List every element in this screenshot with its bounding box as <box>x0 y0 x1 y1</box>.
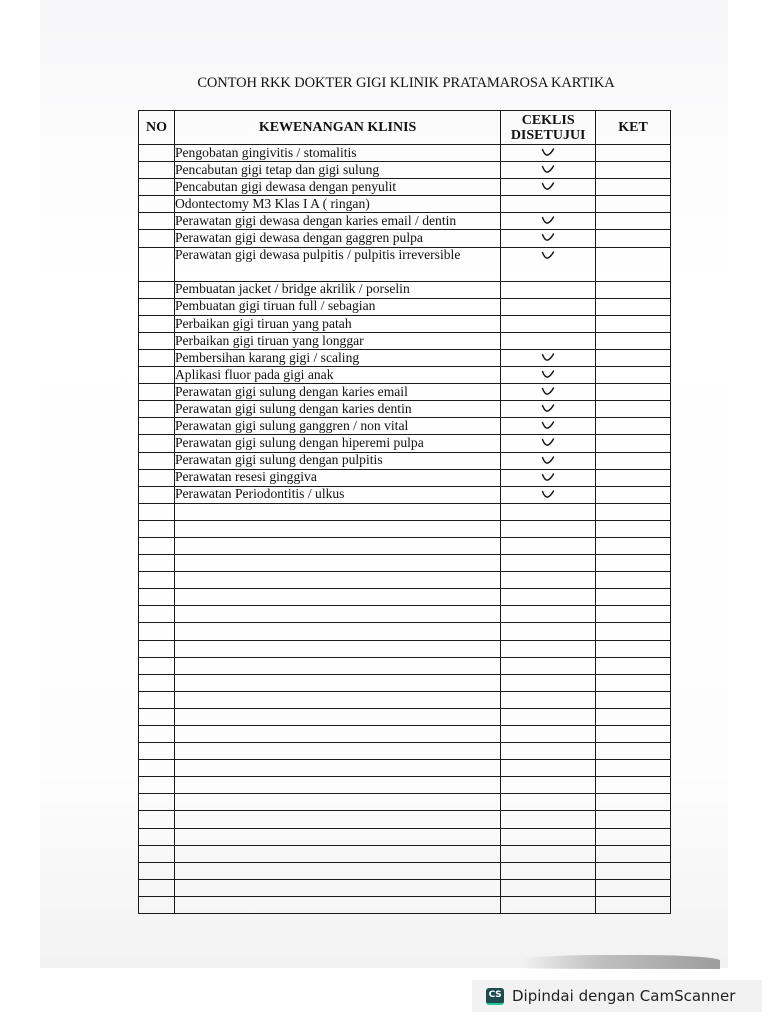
table-row <box>139 196 671 213</box>
cell-ket <box>596 743 671 760</box>
cell-ceklis <box>501 606 596 623</box>
checkmark-icon <box>541 472 555 482</box>
table-row <box>139 452 671 469</box>
checkmark-icon <box>541 455 555 465</box>
cell-ket <box>596 145 671 162</box>
cell-ceklis <box>501 486 596 503</box>
cell-kewenangan: Pembuatan jacket / bridge akrilik / porselin <box>174 281 500 298</box>
cell-ceklis <box>501 367 596 384</box>
cell-ket <box>596 657 671 674</box>
cell-kewenangan: Perawatan gigi dewasa dengan gaggren pulpa <box>174 230 500 247</box>
cell-kewenangan: Pencabutan gigi dewasa dengan penyulit <box>174 179 500 196</box>
cell-ket <box>596 862 671 879</box>
cell-ceklis <box>501 828 596 845</box>
cell-ceklis <box>501 179 596 196</box>
empty-table-row <box>139 862 671 879</box>
checkmark-icon <box>541 147 555 157</box>
cell-no <box>139 896 175 913</box>
checkmark-icon <box>541 420 555 430</box>
cell-no <box>139 862 175 879</box>
empty-table-row <box>139 623 671 640</box>
cell-ket <box>596 674 671 691</box>
checkmark-icon <box>541 164 555 174</box>
cell-ket <box>596 230 671 247</box>
table-row <box>139 281 671 298</box>
cell-kewenangan <box>174 862 500 879</box>
cell-ceklis <box>501 896 596 913</box>
cell-no <box>139 401 175 418</box>
cell-ket <box>596 879 671 896</box>
empty-table-row <box>139 674 671 691</box>
cell-kewenangan <box>174 708 500 725</box>
cell-ceklis <box>501 691 596 708</box>
cell-no <box>139 520 175 537</box>
empty-table-row <box>139 811 671 828</box>
cell-ket <box>596 572 671 589</box>
cell-ket <box>596 401 671 418</box>
cell-ceklis <box>501 435 596 452</box>
header-no: NO <box>139 111 175 145</box>
empty-table-row <box>139 691 671 708</box>
table-row <box>139 486 671 503</box>
table-row <box>139 384 671 401</box>
empty-table-row <box>139 760 671 777</box>
cell-kewenangan: Perawatan gigi dewasa pulpitis / pulpitis irreversible <box>174 247 500 281</box>
table-row <box>139 349 671 366</box>
cell-kewenangan: Pencabutan gigi tetap dan gigi sulung <box>174 162 500 179</box>
empty-table-row <box>139 743 671 760</box>
empty-table-row <box>139 503 671 520</box>
cell-no <box>139 435 175 452</box>
cell-ket <box>596 435 671 452</box>
cell-ceklis <box>501 503 596 520</box>
cell-ket <box>596 537 671 554</box>
empty-table-row <box>139 555 671 572</box>
cell-kewenangan: Pengobatan gingivitis / stomalitis <box>174 145 500 162</box>
empty-table-row <box>139 537 671 554</box>
empty-table-row <box>139 589 671 606</box>
cell-no <box>139 845 175 862</box>
cell-kewenangan <box>174 691 500 708</box>
cell-ceklis <box>501 349 596 366</box>
cell-ket <box>596 503 671 520</box>
empty-table-row <box>139 896 671 913</box>
cell-ceklis <box>501 794 596 811</box>
header-ceklis-line1: CEKLIS <box>521 112 575 128</box>
cell-kewenangan <box>174 520 500 537</box>
table-row <box>139 401 671 418</box>
cell-no <box>139 349 175 366</box>
table-row <box>139 298 671 315</box>
cell-ceklis <box>501 589 596 606</box>
cell-ket <box>596 760 671 777</box>
cell-no <box>139 606 175 623</box>
checkmark-icon <box>541 215 555 225</box>
cell-no <box>139 315 175 332</box>
checkmark-icon <box>541 437 555 447</box>
cell-ceklis <box>501 760 596 777</box>
empty-table-row <box>139 572 671 589</box>
cell-no <box>139 298 175 315</box>
cell-kewenangan: Perbaikan gigi tiruan yang longgar <box>174 332 500 349</box>
table-row <box>139 247 671 281</box>
empty-table-row <box>139 794 671 811</box>
cell-ceklis <box>501 298 596 315</box>
cell-no <box>139 486 175 503</box>
cell-no <box>139 503 175 520</box>
cell-kewenangan <box>174 777 500 794</box>
cell-ceklis <box>501 281 596 298</box>
cell-ceklis <box>501 879 596 896</box>
empty-table-row <box>139 845 671 862</box>
cell-ceklis <box>501 145 596 162</box>
cell-ket <box>596 349 671 366</box>
cell-ket <box>596 520 671 537</box>
cell-ket <box>596 623 671 640</box>
table-row <box>139 332 671 349</box>
table-row <box>139 469 671 486</box>
cell-no <box>139 367 175 384</box>
table-row <box>139 418 671 435</box>
empty-table-row <box>139 777 671 794</box>
cell-no <box>139 691 175 708</box>
table-header-row <box>139 111 671 145</box>
document-title: CONTOH RKK DOKTER GIGI KLINIK PRATAMAROSA KARTIKA <box>197 75 615 91</box>
cell-no <box>139 196 175 213</box>
cell-ceklis <box>501 743 596 760</box>
cell-ceklis <box>501 230 596 247</box>
cell-ket <box>596 162 671 179</box>
cell-kewenangan: Perbaikan gigi tiruan yang patah <box>174 315 500 332</box>
cell-ceklis <box>501 640 596 657</box>
table-row <box>139 213 671 230</box>
cell-no <box>139 537 175 554</box>
cell-kewenangan <box>174 726 500 743</box>
cell-no <box>139 743 175 760</box>
cell-no <box>139 384 175 401</box>
cell-no <box>139 777 175 794</box>
cell-ceklis <box>501 657 596 674</box>
table-row <box>139 315 671 332</box>
cell-kewenangan <box>174 537 500 554</box>
cell-kewenangan <box>174 657 500 674</box>
cell-ket <box>596 828 671 845</box>
cell-kewenangan: Odontectomy M3 Klas I A ( ringan) <box>174 196 500 213</box>
table-body <box>139 145 671 914</box>
cell-ceklis <box>501 555 596 572</box>
cell-ceklis <box>501 845 596 862</box>
cell-ceklis <box>501 537 596 554</box>
cell-kewenangan <box>174 606 500 623</box>
cell-ceklis <box>501 862 596 879</box>
cell-no <box>139 708 175 725</box>
cell-ket <box>596 606 671 623</box>
table-row <box>139 435 671 452</box>
empty-table-row <box>139 640 671 657</box>
cell-ceklis <box>501 708 596 725</box>
cell-ket <box>596 845 671 862</box>
cell-kewenangan <box>174 896 500 913</box>
cell-no <box>139 145 175 162</box>
header-ceklis <box>501 111 596 145</box>
cell-kewenangan: Perawatan gigi sulung dengan karies dentin <box>174 401 500 418</box>
cell-kewenangan: Perawatan Periodontitis / ulkus <box>174 486 500 503</box>
table-row <box>139 179 671 196</box>
camscanner-watermark <box>472 980 762 1012</box>
cell-ket <box>596 777 671 794</box>
cell-ket <box>596 469 671 486</box>
cell-ket <box>596 247 671 281</box>
cell-ceklis <box>501 572 596 589</box>
cell-no <box>139 623 175 640</box>
cell-no <box>139 418 175 435</box>
checkmark-icon <box>541 181 555 191</box>
empty-table-row <box>139 828 671 845</box>
cell-ket <box>596 367 671 384</box>
cell-no <box>139 452 175 469</box>
cell-kewenangan <box>174 743 500 760</box>
scan-shadow <box>520 955 720 969</box>
cell-kewenangan <box>174 572 500 589</box>
cell-ket <box>596 726 671 743</box>
cell-no <box>139 213 175 230</box>
cell-ceklis <box>501 196 596 213</box>
header-ket: KET <box>596 111 671 145</box>
cell-no <box>139 555 175 572</box>
cell-kewenangan: Perawatan gigi dewasa dengan karies email / dentin <box>174 213 500 230</box>
clinical-authority-table <box>138 110 671 914</box>
cell-ceklis <box>501 332 596 349</box>
table-row <box>139 230 671 247</box>
checkmark-icon <box>541 352 555 362</box>
empty-table-row <box>139 606 671 623</box>
cell-ket <box>596 418 671 435</box>
cell-ket <box>596 213 671 230</box>
cell-ket <box>596 384 671 401</box>
cell-kewenangan <box>174 845 500 862</box>
cell-kewenangan <box>174 503 500 520</box>
cell-kewenangan <box>174 640 500 657</box>
cell-ket <box>596 555 671 572</box>
cell-ket <box>596 708 671 725</box>
cell-ceklis <box>501 418 596 435</box>
cell-ceklis <box>501 384 596 401</box>
cell-ket <box>596 452 671 469</box>
cell-kewenangan: Pembuatan gigi tiruan full / sebagian <box>174 298 500 315</box>
cell-no <box>139 760 175 777</box>
cell-ket <box>596 298 671 315</box>
empty-table-row <box>139 726 671 743</box>
cell-no <box>139 247 175 281</box>
cell-ceklis <box>501 213 596 230</box>
cell-ceklis <box>501 726 596 743</box>
cell-kewenangan: Perawatan gigi sulung ganggren / non vital <box>174 418 500 435</box>
cell-kewenangan <box>174 879 500 896</box>
cell-kewenangan <box>174 589 500 606</box>
cell-ceklis <box>501 247 596 281</box>
cell-ceklis <box>501 162 596 179</box>
cell-no <box>139 589 175 606</box>
cell-kewenangan: Perawatan gigi sulung dengan pulpitis <box>174 452 500 469</box>
cell-ket <box>596 196 671 213</box>
table-row <box>139 145 671 162</box>
cell-no <box>139 674 175 691</box>
cell-ceklis <box>501 777 596 794</box>
empty-table-row <box>139 708 671 725</box>
checkmark-icon <box>541 403 555 413</box>
cell-kewenangan: Aplikasi fluor pada gigi anak <box>174 367 500 384</box>
cell-kewenangan: Perawatan gigi sulung dengan hiperemi pulpa <box>174 435 500 452</box>
cell-kewenangan <box>174 794 500 811</box>
cell-ceklis <box>501 315 596 332</box>
checkmark-icon <box>541 250 555 260</box>
cell-ket <box>596 486 671 503</box>
cell-ceklis <box>501 452 596 469</box>
cell-ket <box>596 332 671 349</box>
cell-ceklis <box>501 811 596 828</box>
cell-ket <box>596 315 671 332</box>
cell-kewenangan <box>174 623 500 640</box>
cell-kewenangan: Perawatan gigi sulung dengan karies email <box>174 384 500 401</box>
cell-no <box>139 332 175 349</box>
cell-ket <box>596 811 671 828</box>
cell-ceklis <box>501 623 596 640</box>
cell-ceklis <box>501 401 596 418</box>
empty-table-row <box>139 520 671 537</box>
cell-no <box>139 794 175 811</box>
checkmark-icon <box>541 369 555 379</box>
cell-ket <box>596 640 671 657</box>
checkmark-icon <box>541 489 555 499</box>
checkmark-icon <box>541 386 555 396</box>
cell-kewenangan <box>174 555 500 572</box>
cell-kewenangan: Pembersihan karang gigi / scaling <box>174 349 500 366</box>
table-row <box>139 162 671 179</box>
cell-kewenangan <box>174 760 500 777</box>
cell-no <box>139 162 175 179</box>
cell-kewenangan <box>174 674 500 691</box>
cell-ceklis <box>501 469 596 486</box>
header-ceklis-line2: DISETUJUI <box>510 127 586 143</box>
cell-no <box>139 828 175 845</box>
table-row <box>139 367 671 384</box>
empty-table-row <box>139 879 671 896</box>
cell-no <box>139 572 175 589</box>
cell-ceklis <box>501 674 596 691</box>
cell-ceklis <box>501 520 596 537</box>
camscanner-logo-icon: CS <box>486 988 504 1005</box>
cell-ket <box>596 589 671 606</box>
watermark-text: Dipindai dengan CamScanner <box>512 987 736 1005</box>
cell-ket <box>596 794 671 811</box>
checkmark-icon <box>541 232 555 242</box>
cell-no <box>139 179 175 196</box>
cell-ket <box>596 896 671 913</box>
cell-no <box>139 879 175 896</box>
cell-ket <box>596 281 671 298</box>
cell-kewenangan <box>174 828 500 845</box>
header-kewenangan: KEWENANGAN KLINIS <box>174 111 500 145</box>
cell-no <box>139 281 175 298</box>
empty-table-row <box>139 657 671 674</box>
cell-no <box>139 469 175 486</box>
cell-kewenangan <box>174 811 500 828</box>
cell-kewenangan: Perawatan resesi ginggiva <box>174 469 500 486</box>
cell-ket <box>596 691 671 708</box>
cell-no <box>139 640 175 657</box>
cell-no <box>139 726 175 743</box>
cell-no <box>139 811 175 828</box>
cell-ket <box>596 179 671 196</box>
cell-no <box>139 657 175 674</box>
cell-no <box>139 230 175 247</box>
